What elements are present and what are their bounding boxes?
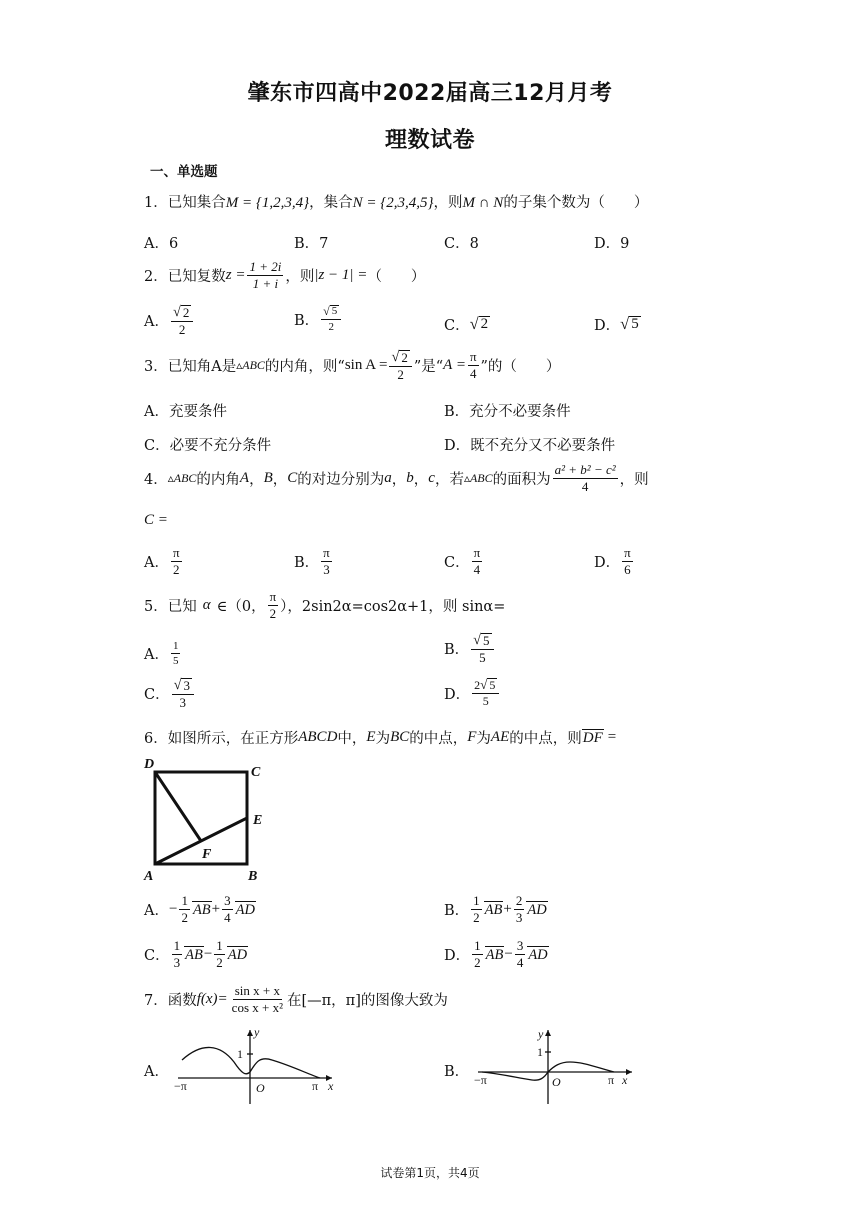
q5-option-b[interactable]: B． √ 5 5: [444, 633, 496, 665]
q5-option-a[interactable]: A． $\frac{1}{5}$: [144, 640, 179, 668]
q3-option-c[interactable]: C．必要不充分条件: [144, 438, 272, 454]
svg-text:π: π: [608, 1073, 615, 1087]
svg-text:1: 1: [537, 1045, 543, 1059]
page-subtitle: 理数试卷: [384, 128, 475, 153]
svg-text:x: x: [328, 1079, 334, 1093]
q7-option-b-label[interactable]: B．: [444, 1064, 470, 1080]
question-5: 5． 已知 α ∈（0， $\frac{\pi}{2}$ ），2sin2α=cos2α+1，则 sinα=: [144, 589, 506, 622]
q1-option-c[interactable]: C．8: [444, 236, 479, 252]
svg-text:−π: −π: [174, 1079, 187, 1093]
svg-text:O: O: [552, 1075, 561, 1089]
q4-option-b[interactable]: B． $\frac{\pi}{3}$: [294, 545, 330, 578]
q2-option-b[interactable]: B． √ 5 2: [294, 305, 343, 333]
question-1: 1．已知集合M = {1,2,3,4}，集合N = {2,3,4,5}，则M ∩ N的子集个数为（ ）: [144, 195, 649, 211]
q7-graph-b[interactable]: [472, 1026, 642, 1106]
question-2: 2． 已知复数 z = $\frac{1 + 2i}{1 + i}$ ，则 |z − 1| = （ ）: [144, 259, 426, 292]
svg-text:x: x: [622, 1073, 628, 1087]
q3-option-b[interactable]: B．充分不必要条件: [444, 404, 571, 420]
svg-text:π: π: [312, 1079, 319, 1093]
svg-text:y: y: [254, 1026, 260, 1039]
q2-option-c[interactable]: C． √ 2: [444, 314, 489, 334]
q5-option-c[interactable]: C． √ 3 3: [144, 678, 196, 710]
label-b: B: [248, 869, 258, 884]
question-4: 4． ▵ABC 的内角 A ， B ， C 的对边分别为 a ， b ， c ，若 ▵ABC 的面积为 $\frac{\text{a² + b² − c²}}{4}$ ，则: [144, 462, 649, 495]
svg-text:y: y: [538, 1027, 544, 1041]
q4-option-c[interactable]: C． $\frac{\pi}{4}$: [444, 545, 481, 578]
segment-ae: [155, 818, 247, 864]
label-e: E: [253, 813, 263, 828]
label-c: C: [251, 765, 261, 780]
q1-option-a[interactable]: A．6: [144, 236, 179, 252]
q6-option-b[interactable]: B． $\frac{1}{2}$ AB + $\frac{2}{3}$ AD: [444, 893, 547, 926]
q6-option-d[interactable]: D． $\frac{1}{2}$ AB − $\frac{3}{4}$ AD: [444, 938, 548, 971]
label-a: A: [144, 869, 154, 884]
q2-option-a[interactable]: A． √ 2 2: [144, 305, 195, 337]
q7-option-a-label[interactable]: A．: [144, 1064, 169, 1080]
segment-df: [155, 772, 201, 841]
svg-text:−π: −π: [474, 1073, 487, 1087]
q5-option-d[interactable]: D． 2 √ 5 5: [444, 678, 501, 708]
q3-option-d[interactable]: D．既不充分又不必要条件: [444, 438, 616, 454]
curve-a: [182, 1047, 320, 1078]
q4-option-d[interactable]: D． $\frac{\pi}{6}$: [594, 545, 631, 578]
page-title: 肇东市四高中2022届高三12月月考: [247, 81, 613, 106]
label-f: F: [202, 847, 212, 862]
square-figure: [140, 752, 275, 884]
square-abcd: [155, 772, 247, 864]
q1-option-b[interactable]: B．7: [294, 236, 329, 252]
q4-option-a[interactable]: A． $\frac{\pi}{2}$: [144, 545, 180, 578]
svg-text:1: 1: [237, 1047, 243, 1061]
q2-option-d[interactable]: D． √ 5: [594, 314, 639, 334]
q7-graph-a[interactable]: [172, 1026, 342, 1106]
svg-text:O: O: [256, 1081, 265, 1095]
label-d: D: [144, 757, 155, 772]
page-footer: 试卷第1页，共4页: [380, 1166, 480, 1180]
q6-option-a[interactable]: A． − $\frac{1}{2}$ AB + $\frac{3}{4}$ AD: [144, 893, 255, 926]
q6-option-c[interactable]: C． $\frac{1}{3}$ AB − $\frac{1}{2}$ AD: [144, 938, 248, 971]
question-6: 6． 如图所示，在正方形 ABCD 中， E 为 BC 的中点， F 为 AE 的中点，则 DF =: [144, 729, 617, 747]
section-heading: 一、单选题: [150, 164, 218, 180]
question-3: 3． 已知角A是 ▵ABC 的内角，则“ sin A = √ 2 2 ”是“ A = $\frac{\pi}{4}$ ”的（ ）: [144, 349, 561, 382]
q3-option-a[interactable]: A．充要条件: [144, 404, 227, 420]
question-4-line2: C =: [144, 512, 168, 528]
question-7: 7． 函数 f(x)= $\frac{\text{sin x + x}}{\text{cos x + x²}}$ 在[—π，π]的图像大致为: [144, 983, 448, 1016]
q1-option-d[interactable]: D．9: [594, 236, 630, 252]
